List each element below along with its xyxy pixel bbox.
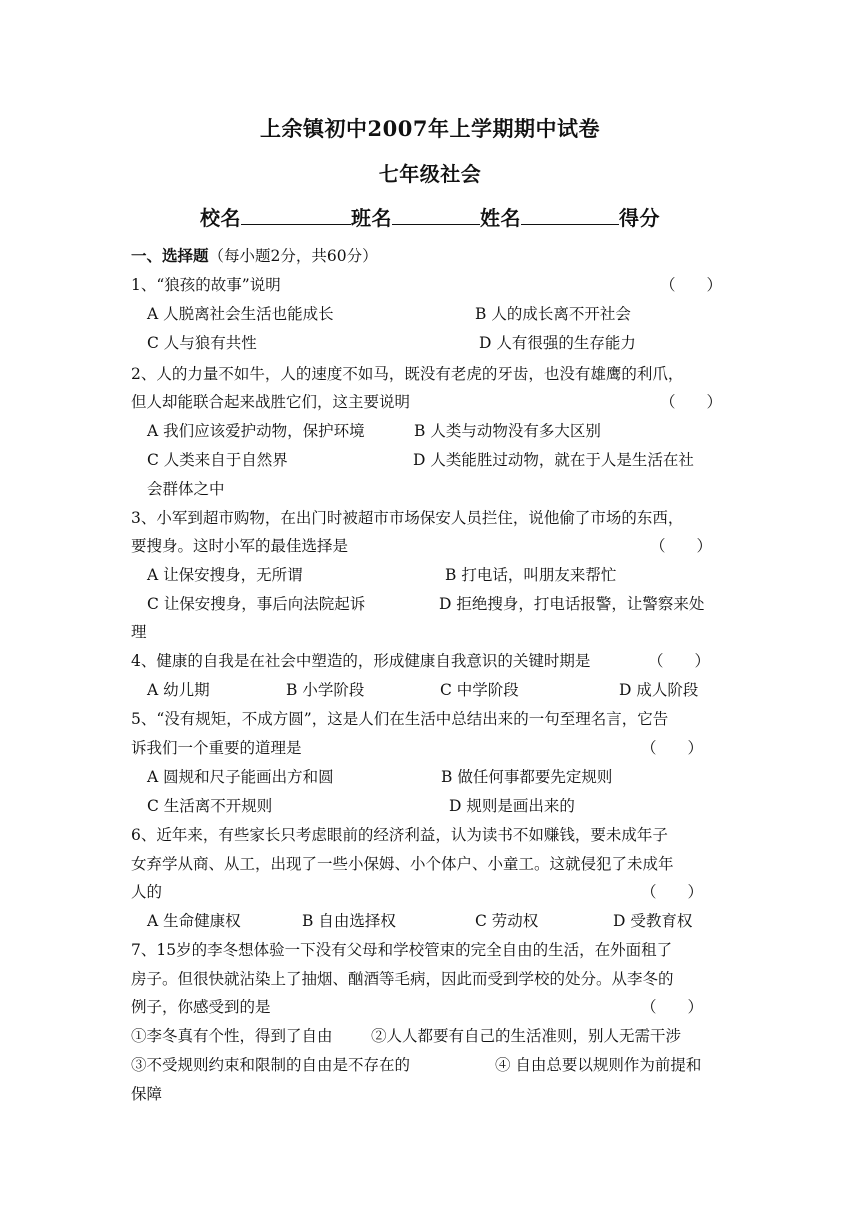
q2-options-cd xyxy=(147,450,747,470)
q1-option-b: B 人的成长离不开社会 xyxy=(475,305,631,323)
class-name-label: 班名 xyxy=(351,206,392,230)
school-name-blank xyxy=(241,206,351,225)
q7-stem-line1: 7、15岁的李冬想体验一下没有父母和学校管束的完全自由的生活，在外面租了 xyxy=(131,941,673,959)
answer-paren: （ ） xyxy=(660,276,723,294)
q2-option-b: B 人类与动物没有多大区别 xyxy=(414,422,601,440)
q1-stem: 1、“狼孩的故事”说明 （ ） xyxy=(131,276,723,294)
school-name-label: 校名 xyxy=(200,206,241,230)
q3-option-b: B 打电话，叫朋友来帮忙 xyxy=(445,566,617,584)
q7-option-2: ②人人都要有自己的生活准则，别人无需干涉 xyxy=(371,1027,682,1045)
student-name-label: 姓名 xyxy=(480,206,521,230)
q5-options-ab xyxy=(147,767,747,787)
q7-option-4: ④ 自由总要以规则作为前提和 xyxy=(495,1056,702,1074)
q2-option-a: A 我们应该爱护动物，保护环境 xyxy=(147,422,365,440)
q7-option-1: ①李冬真有个性，得到了自由 xyxy=(131,1027,333,1045)
q3-stem-line2: 要搜身。这时小军的最佳选择是 （ ） xyxy=(131,537,713,555)
q6-option-b: B 自由选择权 xyxy=(302,912,396,930)
q6-options xyxy=(147,911,747,931)
q5-options-cd xyxy=(147,796,747,816)
answer-paren: （ ） xyxy=(650,537,713,555)
q2-stem-line2: 但人却能联合起来战胜它们，这主要说明 （ ） xyxy=(131,393,723,411)
answer-paren: （ ） xyxy=(648,652,711,670)
q7-stem-line2: 房子。但很快就沾染上了抽烟、酗酒等毛病，因此而受到学校的处分。从李冬的 xyxy=(131,970,674,988)
q6-stem-line2: 女弃学从商、从工，出现了一些小保姆、小个体户、小童工。这就侵犯了未成年 xyxy=(131,855,674,873)
answer-paren: （ ） xyxy=(641,998,704,1016)
q2-option-c: C 人类来自于自然界 xyxy=(147,451,288,469)
q3-options-ab xyxy=(147,565,747,585)
q1-option-a: A 人脱离社会生活也能成长 xyxy=(147,305,334,323)
class-name-blank xyxy=(392,206,480,225)
q3-stem-line1: 3、小军到超市购物，在出门时被超市市场保安人员拦住，说他偷了市场的东西， xyxy=(131,509,684,527)
q6-stem-line3: 人的 （ ） xyxy=(131,883,704,901)
q1-options-ab xyxy=(147,304,747,324)
q3-option-d-cont: 理 xyxy=(131,623,147,641)
score-label: 得分 xyxy=(619,206,660,230)
q3-option-a: A 让保安搜身，无所谓 xyxy=(147,566,303,584)
q4-option-b: B 小学阶段 xyxy=(286,681,365,699)
q7-stem-line3: 例子，你感受到的是 （ ） xyxy=(131,998,704,1016)
q5-option-b: B 做任何事都要先定规则 xyxy=(441,768,613,786)
q4-option-a: A 幼儿期 xyxy=(147,681,210,699)
q4-option-d: D 成人阶段 xyxy=(619,681,699,699)
q1-option-d: D 人有很强的生存能力 xyxy=(479,334,636,352)
section-heading xyxy=(131,246,731,266)
q6-stem-line1: 6、近年来，有些家长只考虑眼前的经济利益，认为读书不如赚钱，要未成年子 xyxy=(131,826,668,844)
section-heading-text: 一、选择题 xyxy=(131,246,209,265)
exam-subtitle: 七年级社会 xyxy=(378,162,482,186)
q6-option-c: C 劳动权 xyxy=(475,912,539,930)
exam-title: 上余镇初中2007年上学期期中试卷 xyxy=(260,116,600,141)
q6-option-d: D 受教育权 xyxy=(613,912,693,930)
q5-option-d: D 规则是画出来的 xyxy=(449,797,575,815)
q1-option-c: C 人与狼有共性 xyxy=(147,334,257,352)
q7-option-4-cont: 保障 xyxy=(131,1085,163,1103)
q2-option-d-cont: 会群体之中 xyxy=(147,480,225,498)
q7-options-12 xyxy=(131,1026,731,1046)
answer-paren: （ ） xyxy=(641,883,704,901)
q2-stem-line1: 2、人的力量不如牛，人的速度不如马，既没有老虎的牙齿，也没有雄鹰的利爪， xyxy=(131,365,684,383)
q2-option-d: D 人类能胜过动物，就在于人是生活在社 xyxy=(413,451,694,469)
q5-stem-line2: 诉我们一个重要的道理是 （ ） xyxy=(131,739,704,757)
q4-options xyxy=(147,680,747,700)
answer-paren: （ ） xyxy=(641,739,704,757)
q2-options-ab xyxy=(147,421,747,441)
q4-stem: 4、健康的自我是在社会中塑造的，形成健康自我意识的关键时期是 （ ） xyxy=(131,652,711,670)
answer-paren: （ ） xyxy=(660,393,723,411)
q5-option-c: C 生活离不开规则 xyxy=(147,797,273,815)
q5-stem-line1: 5、“没有规矩，不成方圆”，这是人们在生活中总结出来的一句至理名言，它告 xyxy=(131,710,669,728)
section-note: （每小题2分，共60分） xyxy=(208,247,378,265)
info-fields-row xyxy=(0,202,860,231)
q5-option-a: A 圆规和尺子能画出方和圆 xyxy=(147,768,334,786)
q7-options-34 xyxy=(131,1055,731,1075)
q1-options-cd xyxy=(147,333,747,353)
q4-option-c: C 中学阶段 xyxy=(440,681,519,699)
q3-option-c: C 让保安搜身，事后向法院起诉 xyxy=(147,595,366,613)
q3-options-cd xyxy=(147,594,747,614)
q7-option-3: ③不受规则约束和限制的自由是不存在的 xyxy=(131,1056,411,1074)
student-name-blank xyxy=(521,206,619,225)
q6-option-a: A 生命健康权 xyxy=(147,912,241,930)
q3-option-d: D 拒绝搜身，打电话报警，让警察来处 xyxy=(439,595,705,613)
